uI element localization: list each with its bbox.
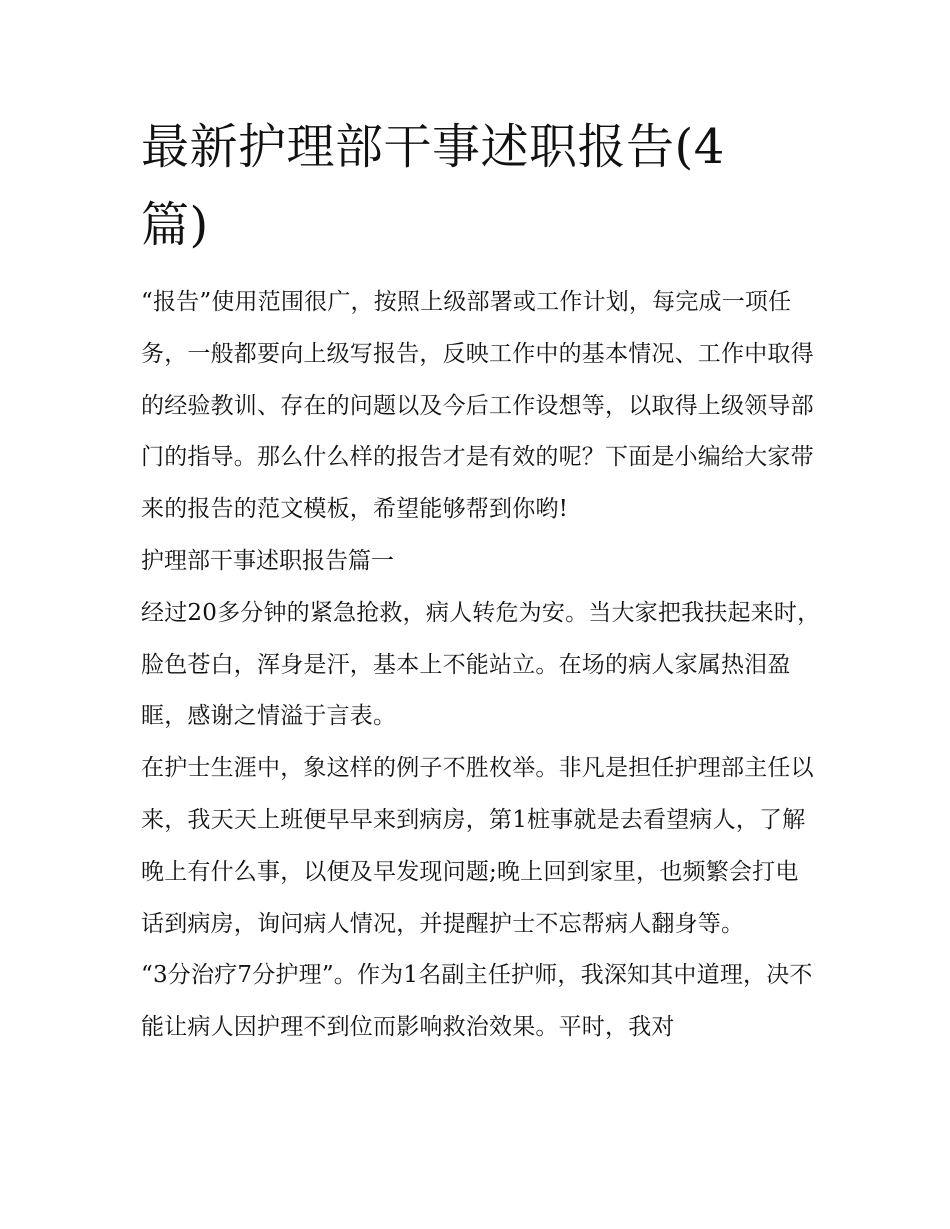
document-body [141,277,821,1054]
body-paragraph-1: 经过20多分钟的紧急抢救，病人转危为安。当大家把我扶起来时，脸色苍白，浑身是汗，基本上不能站立。在场的病人家属热泪盈眶，感谢之情溢于言表。 [141,599,821,730]
document-page [141,108,821,1054]
intro-paragraph: “报告”使用范围很广，按照上级部署或工作计划，每完成一项任务，一般都要向上级写报告，反映工作中的基本情况、工作中取得的经验教训、存在的问题以及今后工作设想等，以取得上级领导部门的指导。那么什么样的报告才是有效的呢？下面是小编给大家带来的报告的范文模板，希望能够帮到你哟! [141,289,814,523]
section-heading: 护理部干事述职报告篇一 [141,547,394,574]
body-paragraph-3: “3分治疗7分护理”。作为1名副主任护师，我深知其中道理，决不能让病人因护理不到位而影响救治效果。平时，我对 [141,962,813,1041]
document-title: 最新护理部干事述职报告(4篇) [141,119,725,253]
body-paragraph-2: 在护士生涯中，象这样的例子不胜枚举。非凡是担任护理部主任以来，我天天上班便早早来到病房，第1桩事就是去看望病人，了解晚上有什么事，以便及早发现问题;晚上回到家里，也频繁会打电话到病房，询问病人情况，并提醒护士不忘帮病人翻身等。 [141,755,814,937]
